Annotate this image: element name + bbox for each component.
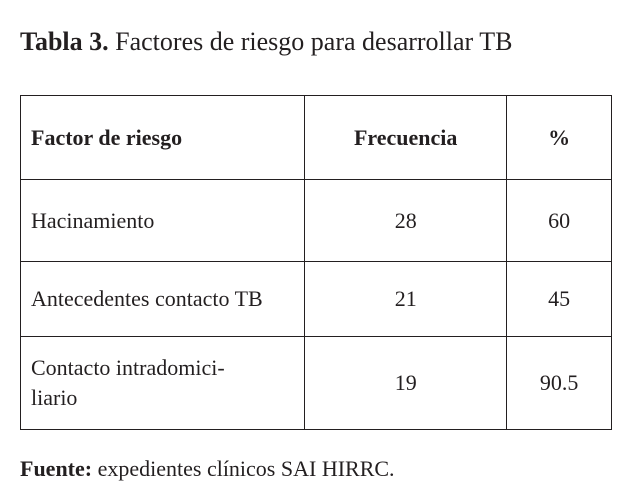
header-percent: % [507,96,612,180]
cell-frequency: 28 [305,180,507,262]
table-title: Factores de riesgo para desarrollar TB [115,27,513,56]
cell-percent: 45 [507,262,612,337]
cell-factor [21,180,305,262]
table-row [21,180,612,262]
cell-frequency: 21 [305,262,507,337]
cell-percent: 60 [507,180,612,262]
cell-percent: 90.5 [507,337,612,430]
source-label: Fuente: [20,456,93,481]
factor-label: Antecedentes contacto TB [31,286,263,311]
factor-label: Contacto intradomici-liario [31,355,225,410]
table-header-row [21,96,612,180]
table-source [20,454,395,484]
table-row [21,262,612,337]
cell-frequency: 19 [305,337,507,430]
header-factor: Factor de riesgo [21,96,305,180]
cell-factor [21,337,305,430]
table-caption [20,26,512,58]
table-number: Tabla 3. [20,27,109,56]
header-frequency: Frecuencia [305,96,507,180]
cell-factor [21,262,305,337]
table-row [21,337,612,430]
risk-factors-table [20,95,612,430]
factor-label: Hacinamiento [31,207,155,233]
source-text: expedientes clínicos SAI HIRRC. [97,456,395,481]
